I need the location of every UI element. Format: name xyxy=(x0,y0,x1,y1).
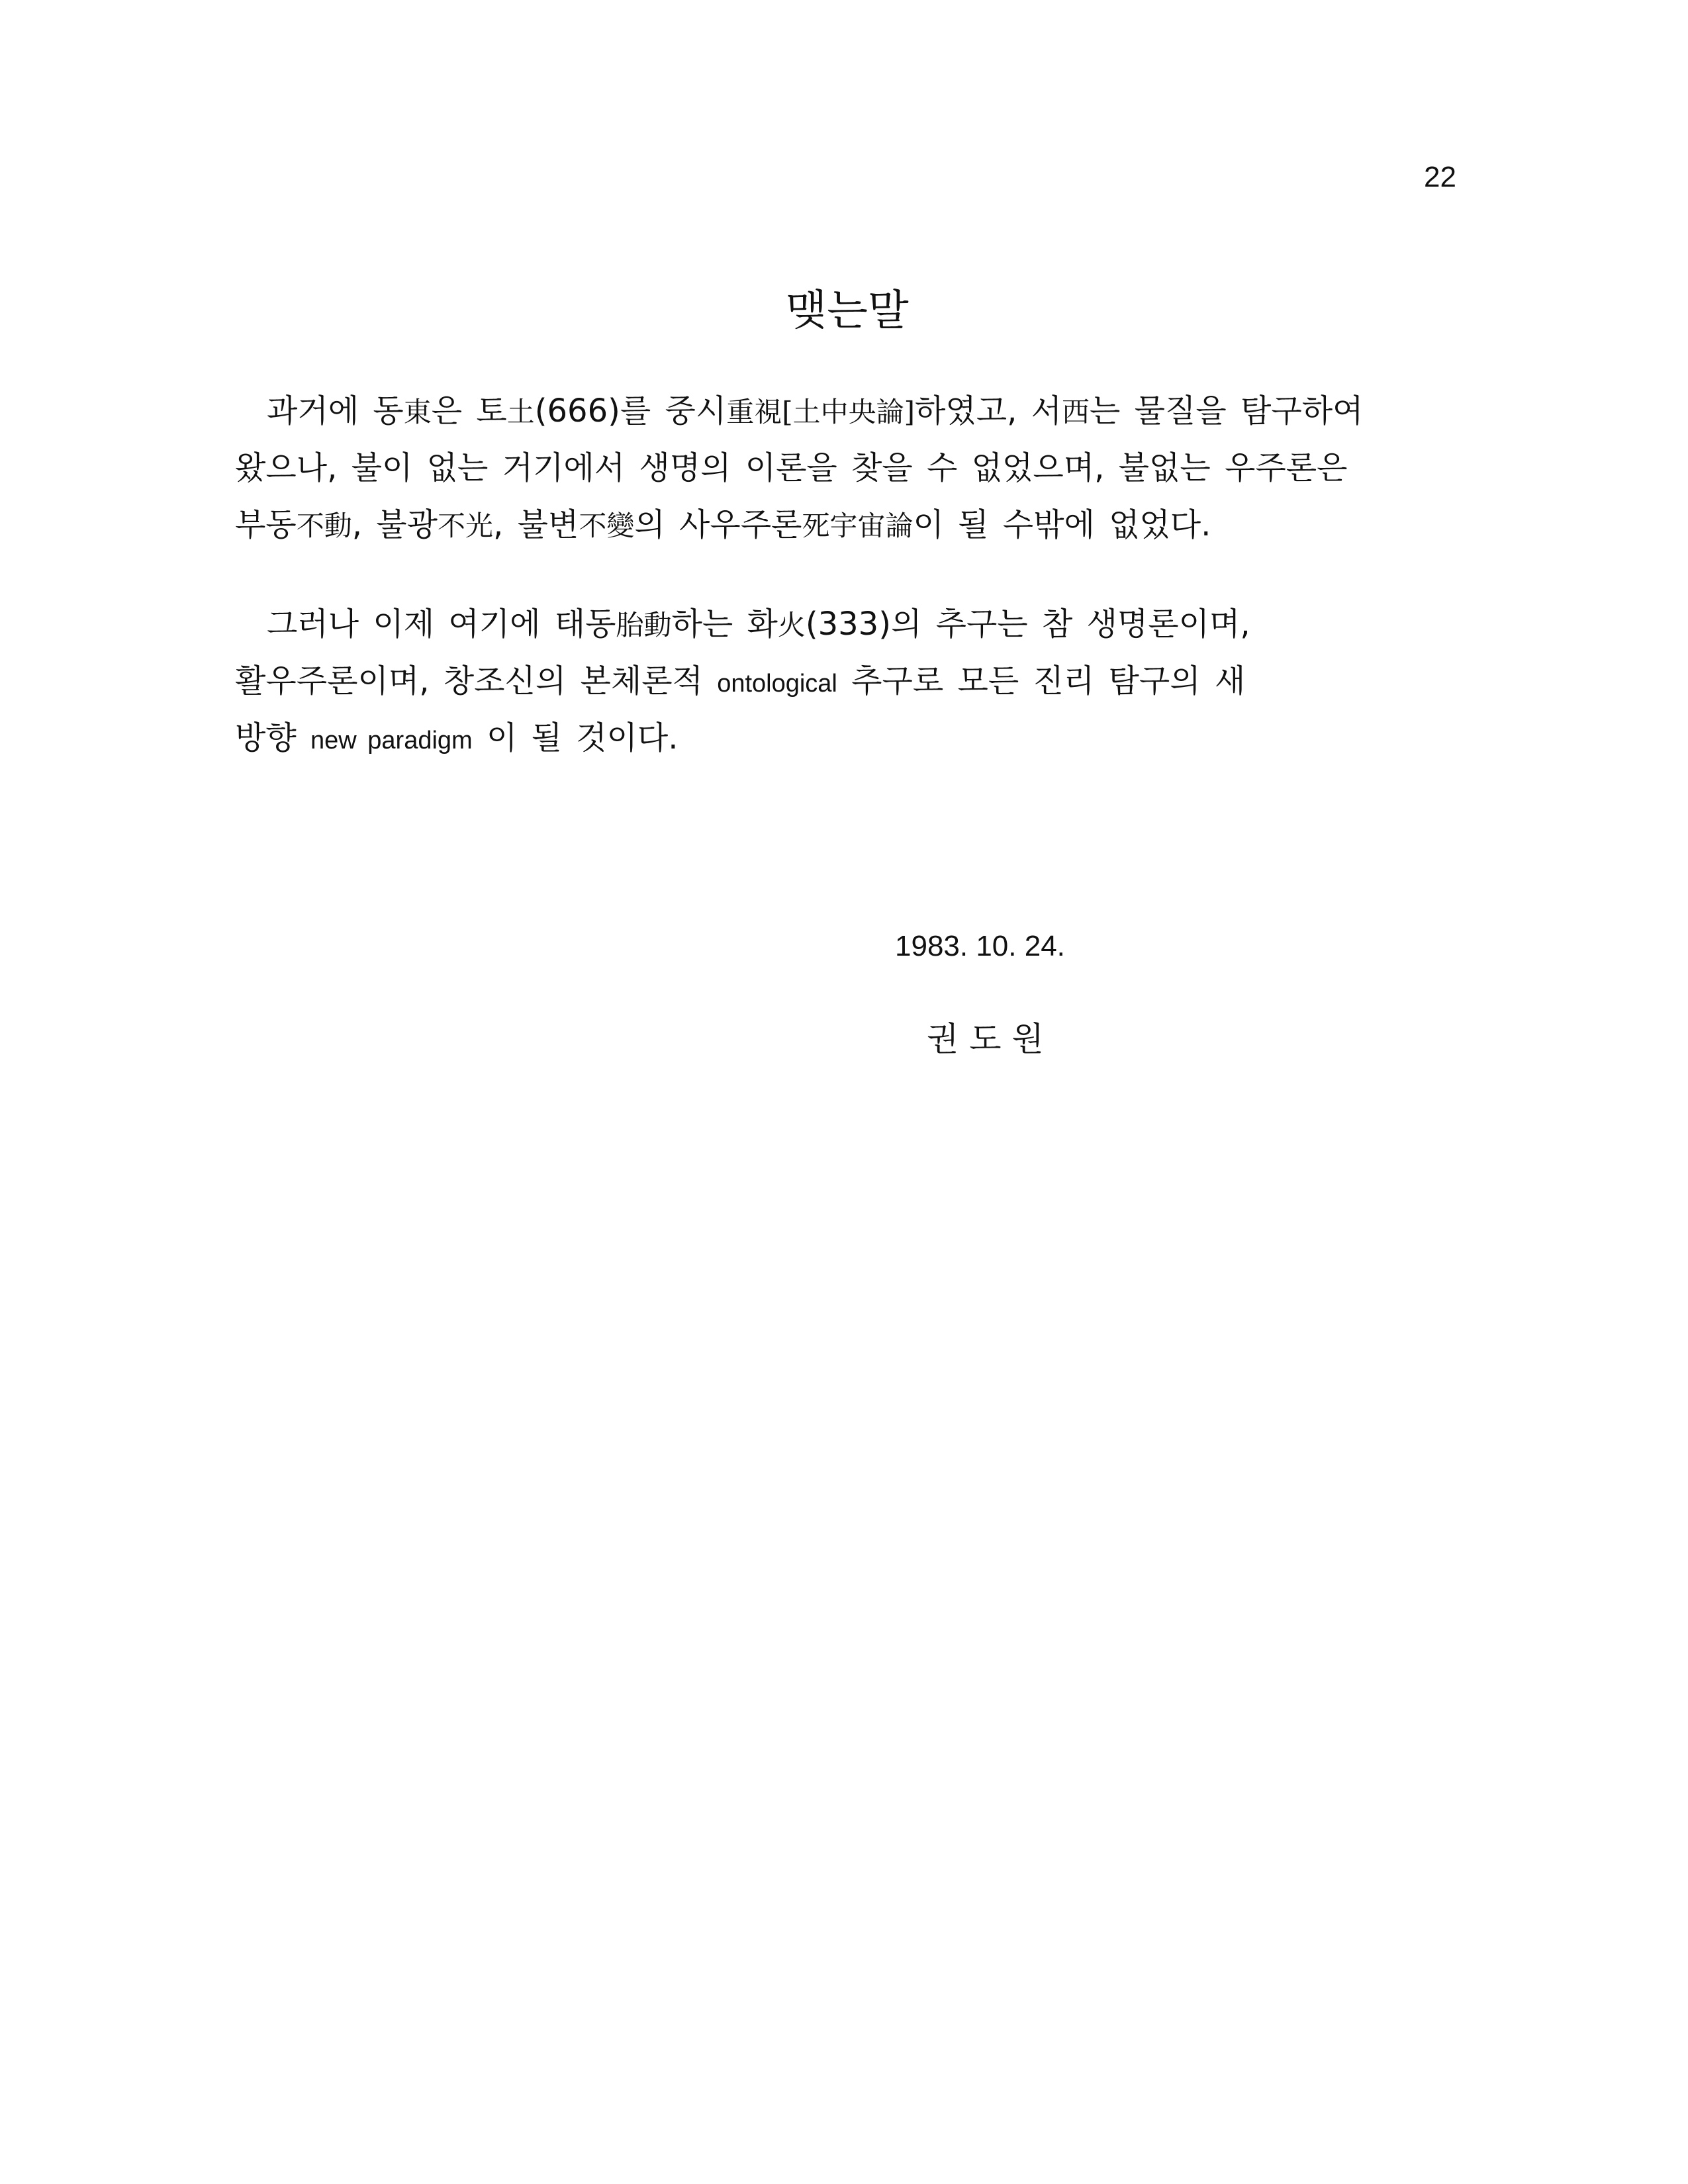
korean-text: 과거에 동 xyxy=(267,392,404,430)
korean-text: 하는 화 xyxy=(671,606,778,643)
hanja-text: 東 xyxy=(403,396,432,428)
text-line xyxy=(235,709,1453,766)
hanja-text: 死宇宙論 xyxy=(802,510,914,542)
date-line: 1983. 10. 24. xyxy=(895,930,1065,962)
korean-text: 그러나 이제 여기에 태동 xyxy=(267,606,616,643)
hanja-text: 胎動 xyxy=(616,609,672,641)
korean-text: , 불광 xyxy=(352,506,438,543)
page-number: 22 xyxy=(1424,161,1456,193)
korean-text: 의 사우주론 xyxy=(634,506,802,543)
korean-text: (333)의 추구는 참 생명론이며, xyxy=(805,606,1250,643)
korean-text: 추구로 모든 진리 탐구의 새 xyxy=(837,662,1246,700)
korean-text: 은 토 xyxy=(431,392,507,430)
hanja-text: 不光 xyxy=(438,510,494,542)
korean-text: 이 될 것이다. xyxy=(472,719,679,756)
korean-text: 하였고, 서 xyxy=(914,392,1062,430)
korean-text: 부동 xyxy=(235,506,297,543)
korean-text: , 불변 xyxy=(493,506,579,543)
korean-text: 방향 xyxy=(235,719,310,756)
hanja-text: 西 xyxy=(1061,396,1090,428)
english-term: new paradigm xyxy=(310,727,473,754)
text-line xyxy=(235,439,1453,496)
english-term: ontological xyxy=(717,670,837,698)
paragraph-1 xyxy=(235,383,1453,553)
korean-text: 활우주론이며, 창조신의 본체론적 xyxy=(235,662,718,700)
text-line xyxy=(235,496,1453,553)
korean-text: 는 물질을 탐구하여 xyxy=(1090,392,1364,430)
text-line xyxy=(235,596,1453,653)
hanja-text: 重視[土中央論] xyxy=(726,396,915,428)
hanja-text: 不動 xyxy=(296,510,352,542)
korean-text: 이 될 수밖에 없었다. xyxy=(913,506,1211,543)
hanja-text: 火 xyxy=(777,609,806,641)
text-line xyxy=(235,383,1453,439)
author-name: 권 도 원 xyxy=(927,1020,1044,1058)
text-line xyxy=(235,653,1453,709)
korean-text: (666)를 중시 xyxy=(534,392,727,430)
korean-text: 왔으나, 불이 없는 거기에서 생명의 이론을 찾을 수 없었으며, 불없는 우주론은 xyxy=(235,449,1348,486)
hanja-text: 不變 xyxy=(579,510,635,542)
hanja-text: 土 xyxy=(506,396,535,428)
section-title: 맺는말 xyxy=(786,287,909,336)
paragraph-2 xyxy=(235,596,1453,766)
